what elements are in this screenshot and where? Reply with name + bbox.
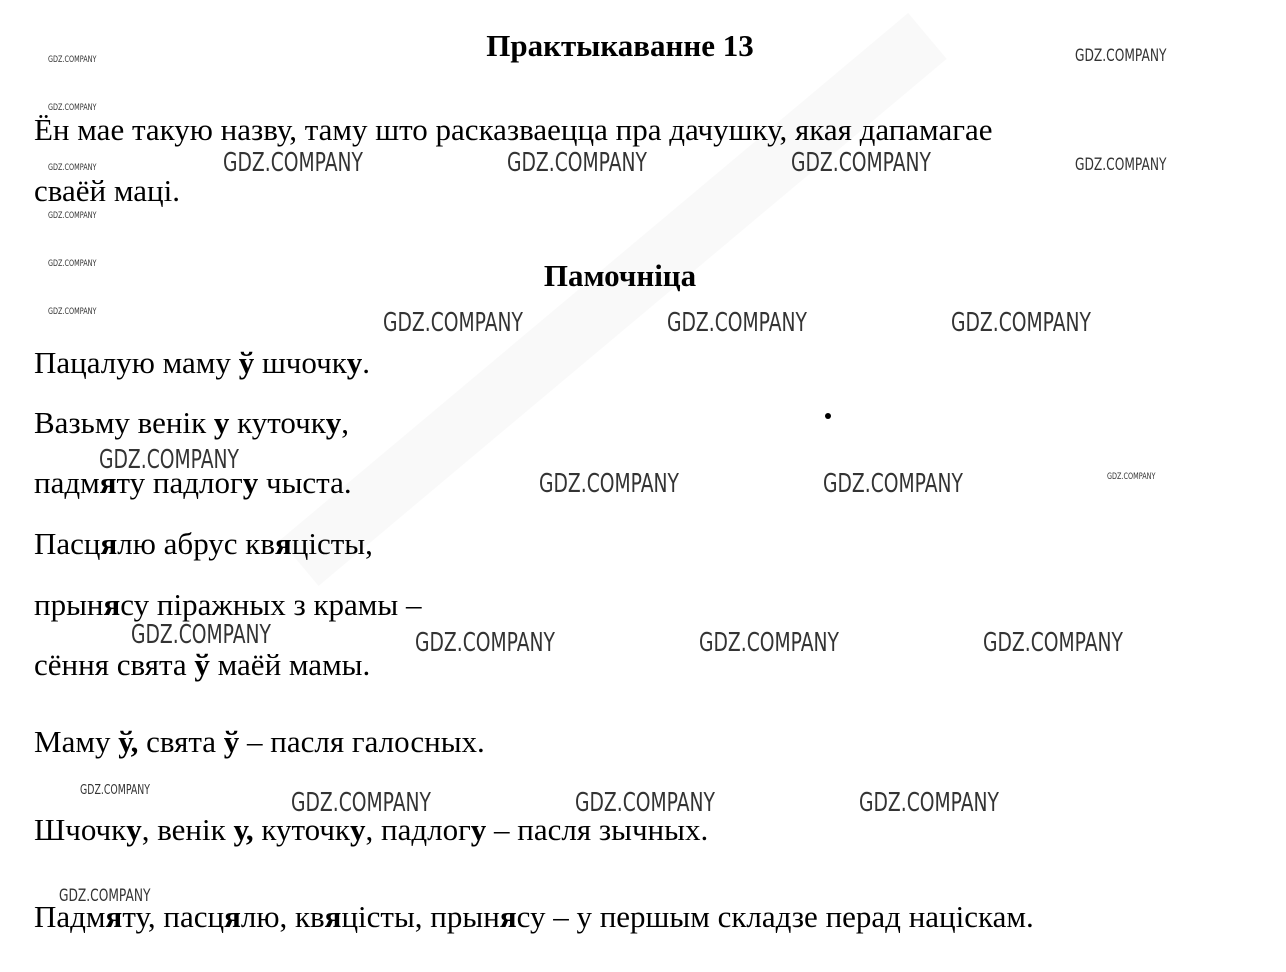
- poem-title: Памочніца: [543, 258, 697, 293]
- watermark: GDZ.COMPANY: [539, 469, 679, 499]
- text-segment: лю абрус кв: [117, 526, 275, 561]
- watermark: GDZ.COMPANY: [99, 445, 239, 475]
- text-segment: су – у першым складзе перад націскам.: [516, 899, 1034, 934]
- bold-letter: у: [346, 345, 363, 380]
- text-segment: Пацалую маму: [34, 345, 239, 380]
- watermark: GDZ.COMPANY: [131, 620, 271, 650]
- text-segment: прын: [34, 587, 104, 622]
- text-segment: Падм: [34, 899, 106, 934]
- text-segment: ту падлог: [116, 465, 243, 500]
- text-segment: свята: [138, 724, 224, 759]
- watermark: GDZ.COMPANY: [1107, 472, 1156, 482]
- text-segment: шчочк: [254, 345, 347, 380]
- watermark: GDZ.COMPANY: [823, 469, 963, 499]
- poem-line: [34, 405, 349, 441]
- answer-line-1: Ён мае такую назву, таму што расказваецца пра дачушку, якая дапамагае: [34, 112, 993, 147]
- watermark: GDZ.COMPANY: [507, 148, 647, 178]
- bold-letter: я: [499, 899, 517, 934]
- bold-letter: я: [324, 899, 342, 934]
- watermark: GDZ.COMPANY: [291, 788, 431, 818]
- bold-letter: я: [275, 526, 292, 561]
- watermark: GDZ.COMPANY: [415, 628, 555, 658]
- text-segment: куточк: [229, 405, 326, 440]
- text-segment: Шчочк: [34, 812, 127, 847]
- bold-letter: ў: [223, 724, 240, 759]
- text-segment: , падлог: [365, 812, 471, 847]
- poem-line: [34, 647, 370, 683]
- text-segment: падм: [34, 465, 100, 500]
- watermark: GDZ.COMPANY: [699, 628, 839, 658]
- bold-letter: у: [126, 812, 142, 847]
- bold-letter: я: [100, 526, 118, 561]
- bold-letter: ў,: [118, 724, 139, 759]
- text-segment: , венік: [141, 812, 234, 847]
- text-segment: – пасля галосных.: [239, 724, 485, 759]
- watermark: GDZ.COMPANY: [48, 55, 97, 65]
- text-segment: су піражных з крамы –: [120, 587, 422, 622]
- text-segment: маёй мамы.: [209, 647, 371, 682]
- answer-line-2: сваёй маці.: [34, 173, 180, 208]
- bold-letter: у: [325, 405, 342, 440]
- text-segment: сёння свята: [34, 647, 195, 682]
- bold-letter: ў: [194, 647, 210, 682]
- watermark: GDZ.COMPANY: [80, 783, 150, 798]
- poem-line: [34, 587, 421, 623]
- text-segment: Вазьму венік: [34, 405, 214, 440]
- text-segment: лю, кв: [240, 899, 325, 934]
- note-line: [34, 899, 1034, 935]
- poem-line: [34, 345, 370, 381]
- watermark: GDZ.COMPANY: [791, 148, 931, 178]
- poem-line: [34, 526, 373, 562]
- note-line: [34, 724, 485, 760]
- page-title: Практыкаванне 13: [486, 28, 754, 63]
- bold-letter: у: [470, 812, 487, 847]
- watermark: GDZ.COMPANY: [983, 628, 1123, 658]
- watermark: GDZ.COMPANY: [48, 103, 97, 113]
- watermark: GDZ.COMPANY: [951, 308, 1091, 338]
- watermark: GDZ.COMPANY: [1075, 155, 1167, 175]
- watermark: GDZ.COMPANY: [859, 788, 999, 818]
- bold-letter: я: [103, 587, 121, 622]
- bold-letter: у: [349, 812, 366, 847]
- text-segment: ,: [341, 405, 350, 440]
- watermark: GDZ.COMPANY: [48, 211, 97, 221]
- watermark: GDZ.COMPANY: [1075, 46, 1167, 66]
- text-segment: ту, пасц: [122, 899, 225, 934]
- text-segment: чыста.: [258, 465, 352, 500]
- text-segment: цісты,: [291, 526, 373, 561]
- background-watermark: [280, 13, 947, 586]
- watermark: GDZ.COMPANY: [48, 307, 97, 317]
- watermark: GDZ.COMPANY: [667, 308, 807, 338]
- watermark: GDZ.COMPANY: [223, 148, 363, 178]
- bold-letter: я: [224, 899, 241, 934]
- text-segment: Пасц: [34, 526, 101, 561]
- text-segment: Маму: [34, 724, 119, 759]
- bold-letter: я: [99, 465, 117, 500]
- text-segment: цісты, прын: [341, 899, 500, 934]
- text-segment: .: [362, 345, 370, 380]
- watermark: GDZ.COMPANY: [575, 788, 715, 818]
- text-segment: куточк: [253, 812, 350, 847]
- text-segment: – пасля зычных.: [486, 812, 709, 847]
- bold-letter: у: [213, 405, 230, 440]
- watermark: GDZ.COMPANY: [48, 259, 97, 269]
- watermark: GDZ.COMPANY: [48, 163, 97, 173]
- bold-letter: у: [242, 465, 259, 500]
- bold-letter: у,: [233, 812, 254, 847]
- bold-letter: ў: [238, 345, 255, 380]
- watermark: GDZ.COMPANY: [383, 308, 523, 338]
- dot-mark: [825, 413, 831, 419]
- bold-letter: я: [105, 899, 123, 934]
- watermark: GDZ.COMPANY: [59, 886, 151, 906]
